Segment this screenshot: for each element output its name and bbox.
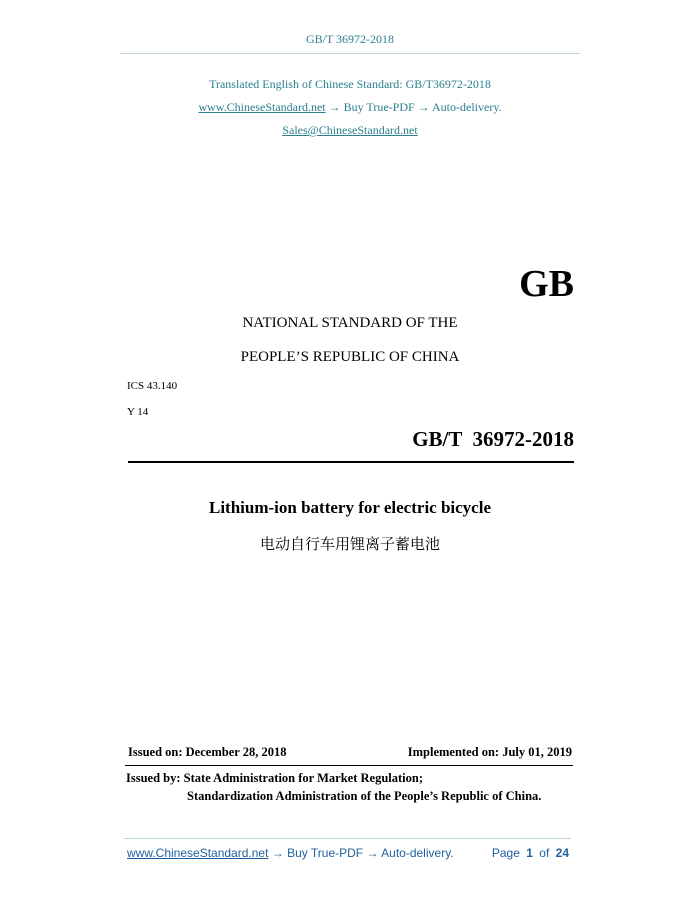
auto-delivery-text: Auto-delivery. — [432, 100, 502, 114]
ics-code: ICS 43.140 — [127, 380, 178, 392]
issued-date: Issued on: December 28, 2018 — [128, 745, 287, 759]
national-standard-line1: NATIONAL STANDARD OF THE — [242, 315, 458, 331]
dates-rule — [125, 765, 573, 766]
translation-line: Translated English of Chinese Standard: GB/T36972-2018 — [209, 77, 491, 91]
title-chinese: 电动自行车用锂离子蓄电池 — [259, 535, 440, 553]
page-number: 1 — [526, 846, 533, 860]
of-label: of — [539, 846, 550, 860]
issuer-name-2: Standardization Administration of the People’s Republic of China. — [187, 789, 542, 803]
email-row — [0, 123, 700, 138]
footer-auto-text: Auto-delivery. — [381, 846, 454, 860]
footer-site-link[interactable]: www.ChineseStandard.net — [127, 846, 269, 860]
title-english: Lithium-ion battery for electric bicycle — [209, 498, 491, 517]
page-total: 24 — [555, 846, 569, 860]
national-standard-line2: PEOPLE’S REPUBLIC OF CHINA — [240, 349, 460, 365]
header-divider — [120, 53, 580, 54]
page-label: Page — [491, 846, 520, 860]
issuer-name-1: State Administration for Market Regulation; — [183, 771, 424, 785]
standard-number-rule — [128, 461, 574, 463]
implemented-date: Implemented on: July 01, 2019 — [407, 745, 572, 759]
email-link[interactable]: Sales@ChineseStandard.net — [282, 123, 418, 137]
standard-number: GB/T 36972-2018 — [412, 427, 574, 451]
buy-text: Buy True-PDF — [343, 100, 415, 114]
footer-buy-text: Buy True-PDF — [287, 846, 364, 860]
issued-by-line1 — [126, 771, 541, 786]
translation-links — [0, 100, 700, 115]
footer-links — [127, 846, 454, 860]
page-indicator — [492, 846, 569, 860]
site-link[interactable]: www.ChineseStandard.net — [198, 100, 326, 114]
issued-by-block — [126, 771, 541, 804]
footer-divider — [124, 838, 571, 839]
issued-by-label: Issued by: — [126, 771, 181, 785]
arrow-icon: → — [417, 100, 430, 114]
arrow-icon: → — [271, 846, 284, 860]
gb-logo: GB — [519, 263, 574, 305]
arrow-icon: → — [328, 100, 341, 114]
arrow-icon: → — [366, 846, 379, 860]
ccs-code: Y 14 — [127, 406, 149, 418]
header-std-code: GB/T 36972-2018 — [305, 32, 395, 46]
